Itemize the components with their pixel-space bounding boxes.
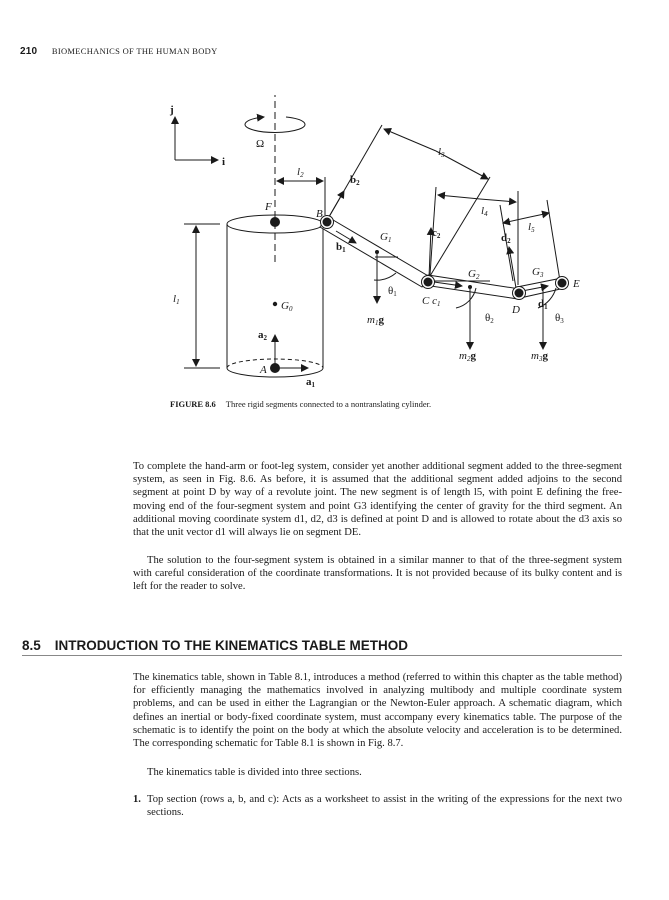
label-j: j xyxy=(170,104,174,116)
label-theta1: θ1 xyxy=(388,285,397,298)
label-l3: l3 xyxy=(438,146,445,159)
l5-dimension xyxy=(503,217,530,223)
label-D: D xyxy=(512,304,520,316)
label-a2: a2 xyxy=(258,329,267,342)
point-C xyxy=(424,278,433,287)
page-header xyxy=(20,46,218,57)
d2-axis xyxy=(509,247,516,288)
label-B: B xyxy=(316,208,323,220)
paragraph-3: The kinematics table, shown in Table 8.1, introduces a method (referred to within this chapter as the table method) for efficiently managing the mathematics involved in analyzing multibody and multiple coordinate system problems, and can be used in either the Lagrangian or the Newton-Euler approach. A schematic diagram, which defines an inertial or body-fixed coordinate system, must accompany every kinematics table. The purpose of the schematic is to identify the point on the body at which the absolute velocity and acceleration is to be determined. The corresponding schematic for Table 8.1 is shown in Fig. 8.7. xyxy=(133,672,622,750)
page-number: 210 xyxy=(20,46,38,57)
section-heading xyxy=(22,638,622,653)
figure-8-6-diagram xyxy=(160,95,590,395)
point-G2 xyxy=(468,285,472,289)
label-b2: b2 xyxy=(350,174,360,187)
point-F xyxy=(270,217,280,227)
paragraph-1: To complete the hand-arm or foot-leg system, consider yet another additional segment added to the three-segment system, as seen in Fig. 8.6. As before, it is assumed that the additional segment added adjoins to the second segment at point D by way of a revolute joint. The new segment is of length l5, with point E defining the free-moving end of the four-segment system and point G3 identifying the center of gravity for the third segment. An additional moving coordinate system d1, d2, d3 is defined at point D and is allowed to rotate about the d3 axis so that the unit vector d1 will always lie on segment DE. xyxy=(133,461,622,539)
label-G3: G3 xyxy=(532,266,544,279)
figure-caption-text: Three rigid segments connected to a nontranslating cylinder. xyxy=(225,399,432,409)
label-Cc1: C c1 xyxy=(422,295,441,308)
point-D xyxy=(515,289,524,298)
label-theta3: θ3 xyxy=(555,312,564,325)
section-title: INTRODUCTION TO THE KINEMATICS TABLE METHOD xyxy=(54,638,409,653)
label-l2: l2 xyxy=(297,166,304,179)
label-A: A xyxy=(260,364,267,376)
l3-dimension xyxy=(384,129,436,151)
section-number: 8.5 xyxy=(22,638,41,653)
running-title: BIOMECHANICS OF THE HUMAN BODY xyxy=(51,46,218,56)
label-m2g: m2g xyxy=(459,350,476,363)
label-omega: Ω xyxy=(256,138,265,150)
l4-dimension-2 xyxy=(480,199,516,202)
label-l4: l4 xyxy=(481,205,488,218)
label-i: i xyxy=(222,156,226,168)
point-A xyxy=(270,363,280,373)
label-m3g: m3g xyxy=(531,350,548,363)
label-G2: G2 xyxy=(468,268,480,281)
list-text: Top section (rows a, b, and c): Acts as a worksheet to assist in the writing of the expressions for the next two sections. xyxy=(147,794,622,819)
point-G1 xyxy=(375,250,379,254)
l4-dimension xyxy=(438,195,480,199)
figure-label: FIGURE 8.6 xyxy=(170,399,216,409)
label-G1: G1 xyxy=(380,231,392,244)
point-B xyxy=(323,218,332,227)
paragraph-4: The kinematics table is divided into three sections. xyxy=(147,767,362,778)
label-G0: G0 xyxy=(281,300,293,313)
label-b1: b1 xyxy=(336,241,346,254)
point-G3 xyxy=(541,285,545,289)
list-marker: 1. xyxy=(133,794,141,805)
section-rule xyxy=(22,655,622,656)
label-E: E xyxy=(573,278,580,290)
label-d1: d1 xyxy=(538,298,548,311)
label-m1g: m1g xyxy=(367,314,384,327)
label-c2: c2 xyxy=(432,227,441,240)
label-a1: a1 xyxy=(306,376,315,389)
label-l1: l1 xyxy=(173,293,180,306)
label-d2: d2 xyxy=(501,232,511,245)
paragraph-2: The solution to the four-segment system is obtained in a similar manner to that of the three-segment system with careful consideration of the coordinate transformations. It is not provided because of its bulky content and is left for the reader to solve. xyxy=(133,555,622,593)
l5-dimension-2 xyxy=(530,213,549,217)
label-theta2: θ2 xyxy=(485,312,494,325)
point-E xyxy=(558,279,567,288)
l5-ext xyxy=(547,200,560,281)
point-G0 xyxy=(273,302,277,306)
label-F: F xyxy=(265,201,272,213)
label-l5: l5 xyxy=(528,221,535,234)
figure-caption xyxy=(170,399,431,409)
list-item xyxy=(133,793,622,819)
